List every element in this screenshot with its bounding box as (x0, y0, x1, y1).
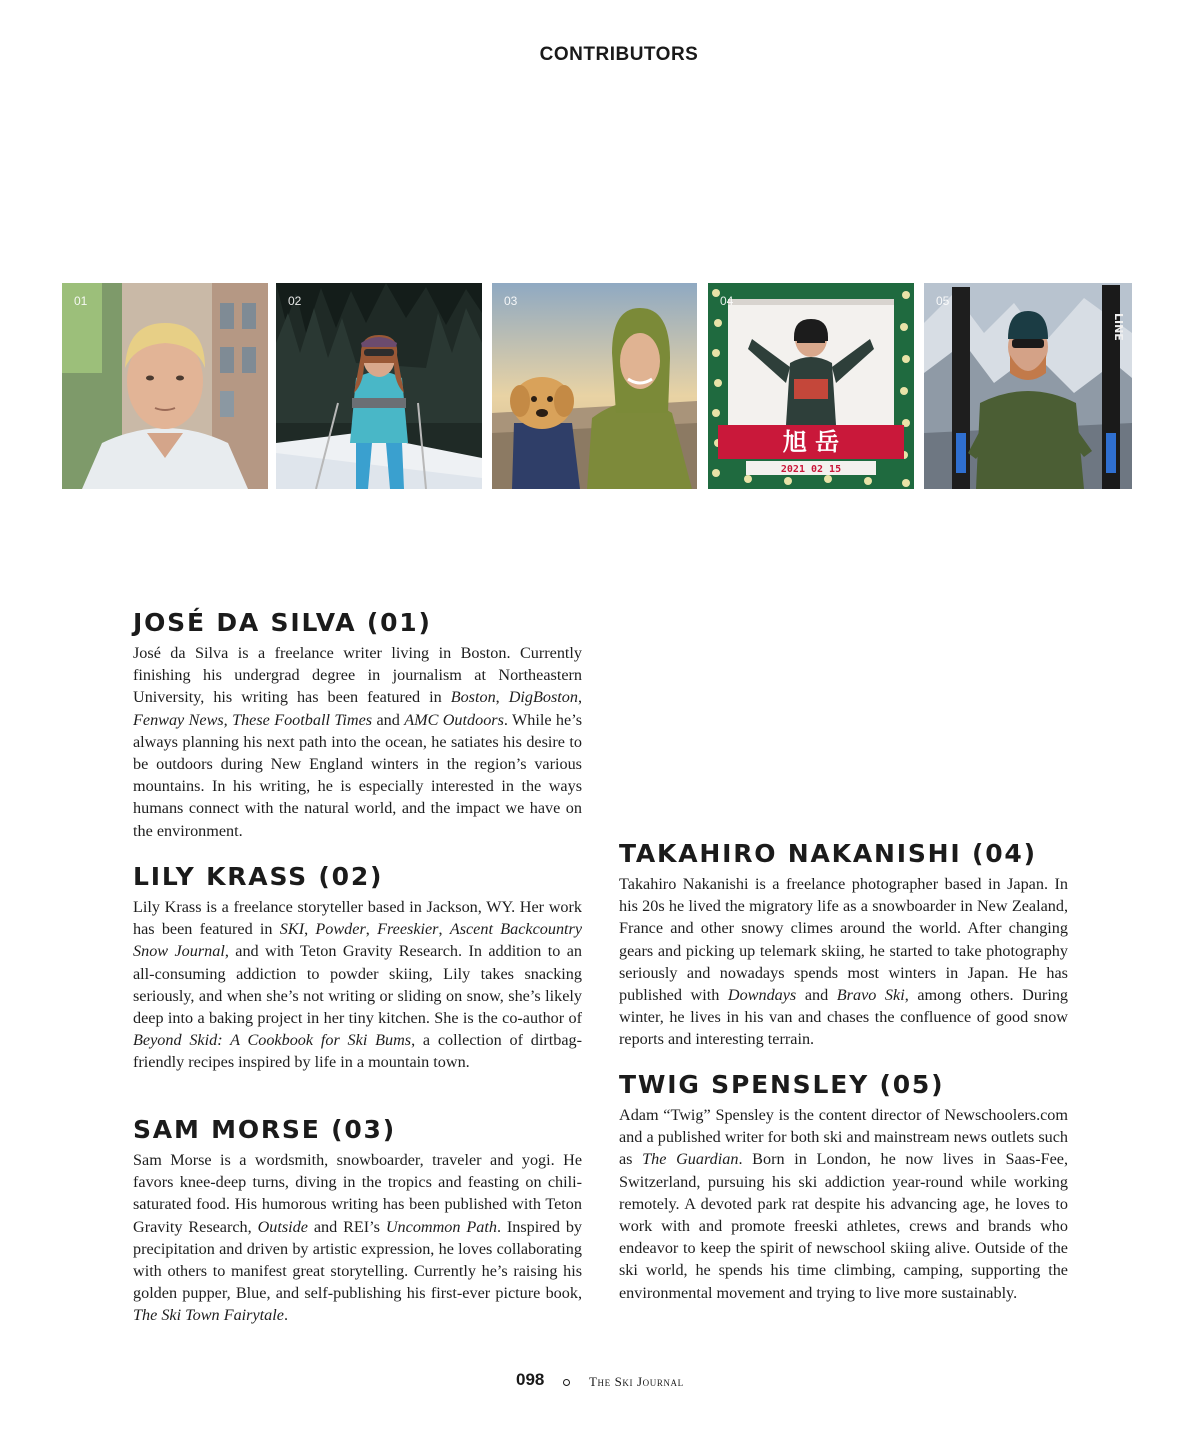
photo-04-image (708, 283, 914, 489)
contributor-bio-text: Lily Krass is a freelance storyteller based in Jackson, WY. Her work has been featured in SKI, Powder, Freeskier, Ascent Backcountry Snow Journal, and with Teton Gravity Research. In addition to an all-consuming addiction to powder skiing, Lily takes snacking seriously, and when she’s not writing or sliding on snow, she’s likely deep into a baking project in her tiny kitchen. She is the co-author of Beyond Skid: A Cookbook for Ski Bums, a collection of dirtbag-friendly recipes inspired by life in a mountain town. (133, 898, 583, 1072)
contributor-bio-03 (133, 1115, 582, 1327)
page-footer (0, 1370, 1200, 1394)
photo-number: 01 (74, 294, 88, 308)
contributor-name: SAM MORSE (03) (133, 1115, 396, 1144)
photo-05-image (924, 283, 1132, 489)
contributor-photo-03 (492, 283, 697, 489)
contributor-bio-text: José da Silva is a freelance writer living in Boston. Currently finishing his undergrad degree in journalism at Northeastern University, his writing has been featured in Boston, DigBoston, Fenway News, These Football Times and AMC Outdoors. While he’s always planning his next path into the ocean, he satiates his desire to be outdoors during New England winters in the region’s various mountains. In his writing, he is especially interested in the ways humans connect with the natural world, and the impact we have on the environment. (133, 644, 583, 840)
contributor-name: TWIG SPENSLEY (05) (619, 1070, 945, 1099)
contributor-bio-05 (619, 1070, 1068, 1304)
contributor-photo-04 (708, 283, 914, 489)
sign-date: 2021 02 15 (780, 464, 842, 475)
contributor-bio-text: Sam Morse is a wordsmith, snowboarder, traveler and yogi. He favors knee-deep turns, diving in the tropics and feasting on chili-saturated food. His humorous writing has been published with Teton Gravity Research, Outside and REI’s Uncommon Path. Inspired by precipitation and driven by artistic expression, he loves collaborating with others to manifest great storytelling. Currently he’s raising his golden pupper, Blue, and self-publishing his first-ever picture book, The Ski Town Fairytale. (133, 1151, 583, 1325)
photo-01-image (62, 283, 268, 489)
contributor-bio-text: Adam “Twig” Spensley is the content director of Newschoolers.com and a published writer for both ski and mainstream news outlets such as The Guardian. Born in London, he now lives in Saas-Fee, Switzerland, pursuing his ski addiction year-round while working remotely. A devoted park rat despite his advancing age, he loves to work with and promote freeski athletes, crews and brands who endeavor to keep the spirit of newschool skiing alive. Outside of the ski world, he spends his time climbing, camping, supporting the environmental movement and trying to live more sustainably. (619, 1106, 1069, 1302)
contributor-bio-02 (133, 862, 582, 1074)
contributor-name: LILY KRASS (02) (133, 862, 384, 891)
page-number: 098 (516, 1370, 545, 1389)
contributor-photo-05 (924, 283, 1132, 489)
contributor-bio-01 (133, 608, 582, 842)
contributor-name: JOSÉ DA SILVA (01) (133, 608, 432, 637)
contributor-bio-04 (619, 839, 1068, 1051)
magazine-name: The Ski Journal (589, 1374, 684, 1389)
photo-number: 02 (288, 294, 302, 308)
contributor-name: TAKAHIRO NAKANISHI (04) (619, 839, 1037, 868)
photo-number: 04 (720, 294, 734, 308)
contributor-photo-02 (276, 283, 482, 489)
sign-text: 旭 岳 (782, 428, 840, 456)
section-label: CONTRIBUTORS (539, 44, 699, 65)
contributor-bio-text: Takahiro Nakanishi is a freelance photographer based in Japan. In his 20s he lived the migratory life as a snowboarder in New Zealand, France and other snowy climes around the world. After changing gears and picking up telemark skiing, he started to take photography seriously and nowadays spends most winters in Japan. He has published with Downdays and Bravo Ski, among others. During winter, he lives in his van and chases the confluence of good snow reports and interesting terrain. (619, 875, 1069, 1049)
svg-text:LINE: LINE (1112, 313, 1125, 341)
separator-dot-icon (563, 1379, 570, 1386)
contributor-photo-01 (62, 283, 268, 489)
photo-02-image (276, 283, 482, 489)
photo-number: 05 (936, 294, 950, 308)
photo-03-image (492, 283, 697, 489)
photo-number: 03 (504, 294, 518, 308)
